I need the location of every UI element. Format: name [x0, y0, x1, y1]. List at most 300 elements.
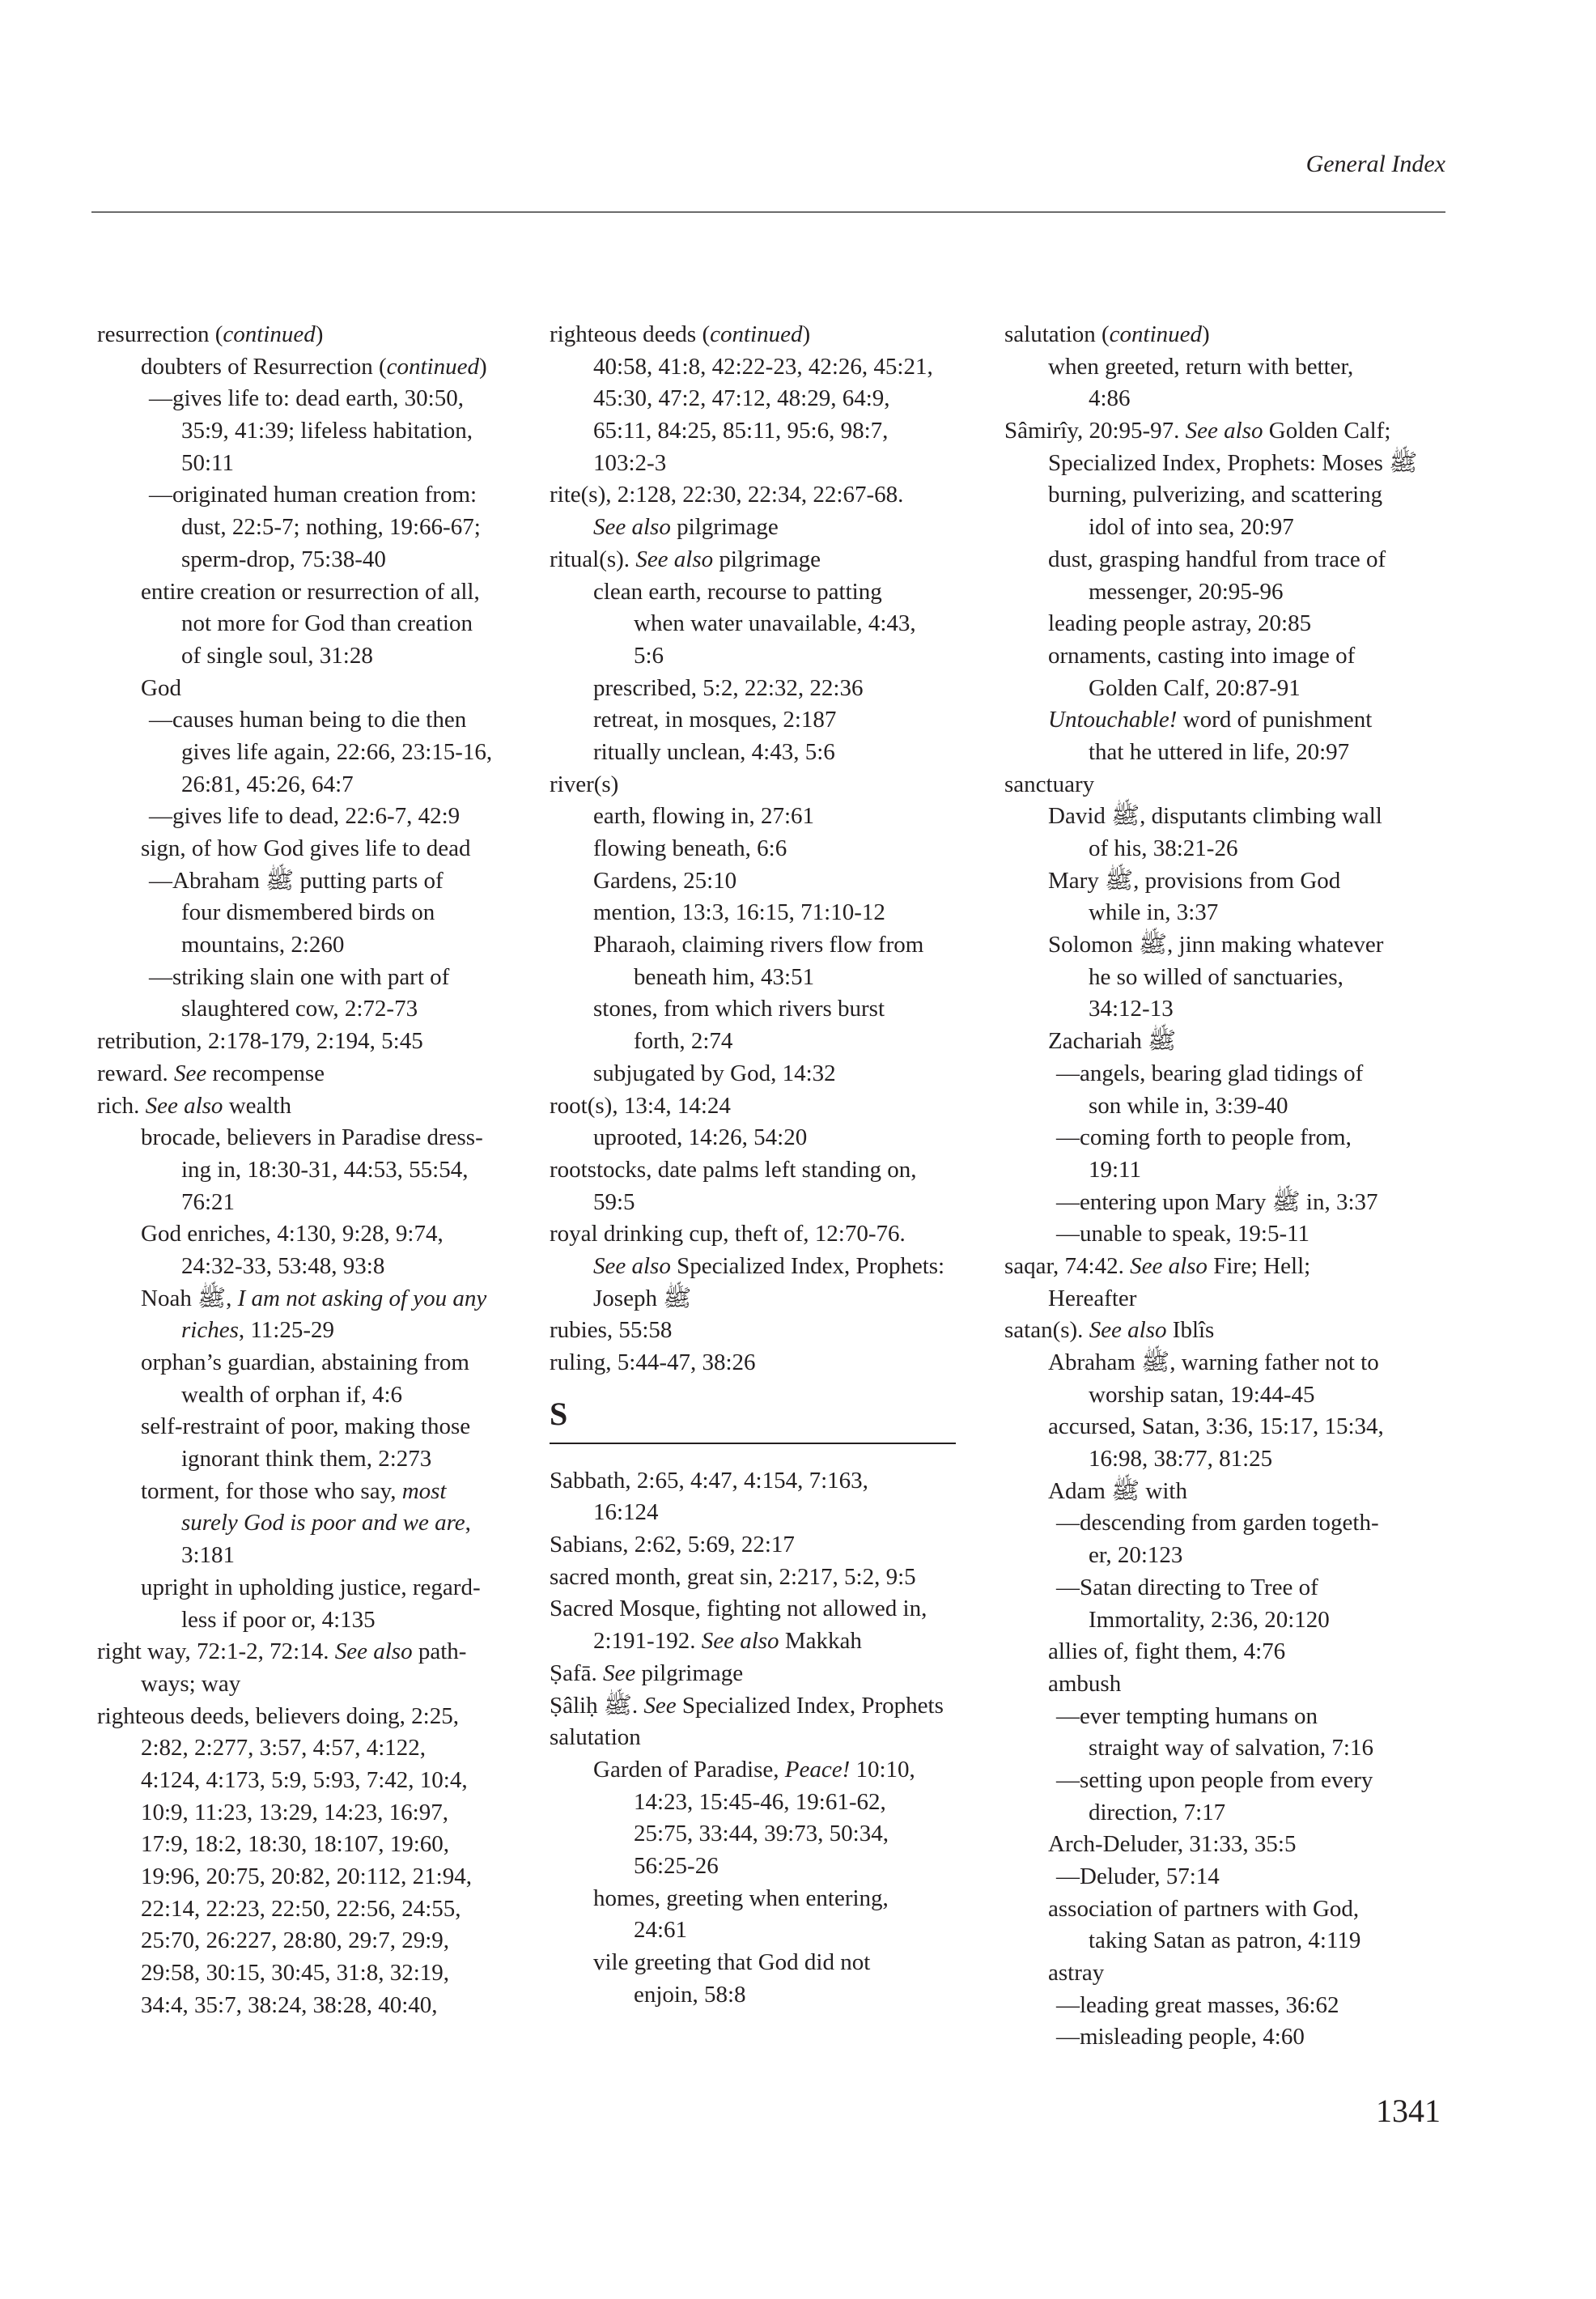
entry-text: Abraham ﷺ, warning father not to	[1048, 1349, 1379, 1375]
index-subentry	[1004, 512, 1466, 544]
entry-text: 45:30, 47:2, 47:12, 48:29, 64:9,	[593, 385, 890, 412]
entry-text: Sabbath, 2:65, 4:47, 4:154, 7:163,	[550, 1467, 868, 1494]
index-subentry	[1004, 1283, 1466, 1315]
entry-text: 26:81, 45:26, 64:7	[181, 771, 354, 797]
entry-text: Ṣafā.	[550, 1659, 604, 1686]
entry-text: —Abraham ﷺ putting parts of	[149, 867, 444, 894]
index-subentry	[1004, 383, 1466, 415]
index-subentry	[1004, 833, 1466, 865]
entry-text: —gives life to dead, 22:6-7, 42:9	[149, 803, 461, 830]
index-subentry	[550, 897, 1011, 929]
entry-text: )	[1202, 321, 1210, 347]
index-subentry	[550, 576, 1011, 609]
entry-text: burning, pulverizing, and scattering	[1048, 482, 1383, 508]
index-subentry	[550, 512, 1011, 544]
index-entry	[550, 1722, 1011, 1754]
index-subentry	[550, 640, 1011, 673]
index-subentry	[550, 1122, 1011, 1154]
entry-text: sacred month, great sin, 2:217, 5:2, 9:5	[550, 1563, 916, 1590]
entry-text: Hereafter	[1048, 1285, 1137, 1311]
index-subentry	[1004, 929, 1466, 962]
index-subentry	[97, 1315, 558, 1347]
entry-text: 65:11, 84:25, 85:11, 95:6, 98:7,	[593, 418, 889, 444]
index-subentry	[1004, 640, 1466, 673]
entry-text: of his, 38:21-26	[1089, 835, 1238, 861]
entry-text: stones, from which rivers burst	[593, 996, 885, 1022]
entry-text: —angels, bearing glad tidings of	[1056, 1060, 1364, 1086]
index-entry	[550, 544, 1011, 576]
index-entry	[1004, 1315, 1466, 1347]
index-subentry	[550, 1851, 1011, 1883]
entry-text: worship satan, 19:44-45	[1089, 1381, 1315, 1408]
index-entry	[550, 1465, 1011, 1498]
index-subentry	[97, 608, 558, 640]
entry-text: ornaments, casting into image of	[1048, 642, 1356, 669]
index-entry	[550, 769, 1011, 801]
index-subentry	[97, 1154, 558, 1187]
entry-text: of single soul, 31:28	[181, 642, 373, 669]
index-subentry	[97, 1829, 558, 1861]
index-subentry	[97, 993, 558, 1026]
entry-text: association of partners with God,	[1048, 1895, 1360, 1922]
entry-text: orphan’s guardian, abstaining from	[141, 1349, 469, 1375]
index-subentry	[97, 673, 558, 705]
index-entry	[97, 1026, 558, 1058]
index-entry	[550, 1315, 1011, 1347]
entry-italic-text: See also	[1130, 1252, 1208, 1279]
index-subentry	[97, 801, 558, 833]
index-entry	[1004, 319, 1466, 351]
index-subentry	[97, 640, 558, 673]
entry-italic-text: continued	[1109, 321, 1203, 347]
entry-text: slaughtered cow, 2:72-73	[181, 996, 418, 1022]
entry-text: rubies, 55:58	[550, 1317, 673, 1344]
index-column-1	[97, 319, 558, 2021]
entry-text: 76:21	[181, 1188, 236, 1215]
entry-text: —setting upon people from every	[1056, 1766, 1373, 1793]
index-subentry	[97, 737, 558, 769]
index-entry	[550, 1347, 1011, 1379]
entry-text: 3:181	[181, 1542, 236, 1569]
entry-text: upright in upholding justice, regard-	[141, 1574, 481, 1600]
index-subentry	[97, 1732, 558, 1765]
entry-text: river(s)	[550, 771, 619, 797]
entry-text: not more for God than creation	[181, 610, 473, 637]
entry-text: 17:9, 18:2, 18:30, 18:107, 19:60,	[141, 1831, 450, 1858]
entry-text: less if poor or, 4:135	[181, 1606, 376, 1633]
index-subentry	[97, 1861, 558, 1893]
index-subentry	[97, 1379, 558, 1412]
index-subentry	[1004, 962, 1466, 994]
entry-text: Fire; Hell;	[1207, 1252, 1311, 1279]
entry-italic-text: See also	[334, 1638, 413, 1665]
index-subentry	[1004, 1893, 1466, 1926]
entry-text: 10:10,	[850, 1756, 915, 1783]
entry-text: word of punishment	[1177, 707, 1373, 733]
entry-italic-text: See	[603, 1659, 636, 1686]
index-subentry	[97, 415, 558, 448]
entry-text: 16:124	[593, 1499, 659, 1526]
index-subentry	[1004, 1925, 1466, 1957]
index-subentry	[550, 608, 1011, 640]
index-subentry	[1004, 544, 1466, 576]
index-subentry	[97, 1990, 558, 2022]
entry-text: ambush	[1048, 1670, 1122, 1697]
index-subentry	[97, 1797, 558, 1829]
entry-text: 24:32-33, 53:48, 93:8	[181, 1252, 385, 1279]
entry-italic-text: Peace!	[784, 1756, 851, 1783]
entry-text: Zachariah ﷺ	[1048, 1028, 1177, 1055]
index-subentry	[1004, 1540, 1466, 1572]
index-subentry	[97, 897, 558, 929]
entry-text: dust, 22:5-7; nothing, 19:66-67;	[181, 514, 481, 541]
entry-text: Sabians, 2:62, 5:69, 22:17	[550, 1532, 795, 1558]
entry-text: taking Satan as patron, 4:119	[1089, 1927, 1361, 1954]
index-subentry	[550, 383, 1011, 415]
index-entry	[550, 1529, 1011, 1562]
index-entry	[97, 1701, 558, 1733]
entry-text: root(s), 13:4, 14:24	[550, 1092, 731, 1119]
entry-text: ruling, 5:44-47, 38:26	[550, 1349, 756, 1375]
entry-text: uprooted, 14:26, 54:20	[593, 1124, 808, 1151]
entry-text: salutation	[550, 1724, 641, 1751]
entry-text: Arch-Deluder, 31:33, 35:5	[1048, 1831, 1297, 1858]
index-subentry	[1004, 2021, 1466, 2054]
entry-text: 103:2-3	[593, 449, 667, 476]
entry-text: 19:96, 20:75, 20:82, 20:112, 21:94,	[141, 1863, 472, 1889]
entry-text: God enriches, 4:130, 9:28, 9:74,	[141, 1221, 444, 1247]
entry-text: clean earth, recourse to patting	[593, 578, 882, 605]
index-subentry	[97, 962, 558, 994]
entry-text: Sâmirîy, 20:95-97.	[1004, 418, 1186, 444]
index-subentry	[550, 1497, 1011, 1529]
index-subentry	[1004, 1732, 1466, 1765]
index-subentry	[1004, 1797, 1466, 1829]
entry-text: 34:4, 35:7, 38:24, 38:28, 40:40,	[141, 1991, 438, 2018]
header-rule	[91, 211, 1445, 213]
index-subentry	[1004, 1411, 1466, 1443]
index-entry	[550, 1593, 1011, 1625]
index-subentry	[1004, 1604, 1466, 1637]
index-subentry	[97, 1251, 558, 1283]
entry-text: messenger, 20:95-96	[1089, 578, 1284, 605]
index-subentry	[550, 993, 1011, 1026]
index-subentry	[550, 833, 1011, 865]
entry-text: sign, of how God gives life to dead	[141, 835, 471, 861]
entry-text: flowing beneath, 6:6	[593, 835, 787, 861]
running-head: General Index	[1305, 151, 1445, 177]
entry-text: 59:5	[593, 1188, 635, 1215]
entry-text: salutation (	[1004, 321, 1110, 347]
entry-text: 10:9, 11:23, 13:29, 14:23, 16:97,	[141, 1799, 448, 1825]
entry-italic-text: See also	[593, 1252, 671, 1279]
entry-text: prescribed, 5:2, 22:32, 22:36	[593, 674, 864, 701]
entry-text: 2:82, 2:277, 3:57, 4:57, 4:122,	[141, 1735, 427, 1761]
index-subentry	[1004, 1347, 1466, 1379]
entry-text: 35:9, 41:39; lifeless habitation,	[181, 418, 473, 444]
index-subentry	[1004, 1701, 1466, 1733]
index-entry	[550, 479, 1011, 512]
entry-text: forth, 2:74	[634, 1028, 733, 1055]
index-subentry	[550, 1283, 1011, 1315]
entry-text: Adam ﷺ with	[1048, 1477, 1187, 1504]
index-subentry	[97, 1347, 558, 1379]
index-subentry	[1004, 1218, 1466, 1251]
index-subentry	[1004, 1990, 1466, 2022]
index-subentry	[97, 833, 558, 865]
entry-text: ways; way	[141, 1670, 241, 1697]
index-subentry	[97, 1122, 558, 1154]
entry-text: righteous deeds, believers doing, 2:25,	[97, 1702, 459, 1729]
entry-text: Immortality, 2:36, 20:120	[1089, 1606, 1330, 1633]
entry-text: doubters of Resurrection (	[141, 353, 387, 380]
entry-text: saqar, 74:42.	[1004, 1252, 1131, 1279]
entry-italic-text: See	[174, 1060, 207, 1086]
entry-italic-text: See also	[1089, 1317, 1167, 1344]
entry-text: beneath him, 43:51	[634, 963, 815, 990]
page-number: 1341	[1376, 2093, 1441, 2129]
index-subentry	[97, 1187, 558, 1219]
entry-text: —Satan directing to Tree of	[1056, 1574, 1318, 1600]
entry-italic-text: continued	[386, 353, 479, 380]
index-subentry	[550, 1251, 1011, 1283]
entry-text: Iblîs	[1166, 1317, 1215, 1344]
entry-text: son while in, 3:39-40	[1089, 1092, 1288, 1119]
entry-text: Sacred Mosque, fighting not allowed in,	[550, 1596, 927, 1622]
index-subentry	[97, 1668, 558, 1701]
entry-text: straight way of salvation, 7:16	[1089, 1735, 1373, 1761]
index-subentry	[1004, 1379, 1466, 1412]
entry-text: Garden of Paradise,	[593, 1756, 785, 1783]
index-subentry	[97, 544, 558, 576]
entry-text: 16:98, 38:77, 81:25	[1089, 1446, 1273, 1472]
index-subentry	[97, 351, 558, 384]
index-column-2	[550, 319, 1011, 2011]
index-entry	[550, 1658, 1011, 1690]
entry-text: Makkah	[779, 1628, 862, 1655]
index-subentry	[97, 1893, 558, 1926]
entry-text: royal drinking cup, theft of, 12:70-76.	[550, 1221, 906, 1247]
entry-text: when greeted, return with better,	[1048, 353, 1354, 380]
entry-text: 4:86	[1089, 385, 1131, 412]
index-subentry	[550, 801, 1011, 833]
index-subentry	[1004, 704, 1466, 737]
entry-text: rootstocks, date palms left standing on,	[550, 1156, 917, 1183]
index-entry	[550, 1218, 1011, 1251]
entry-text: 34:12-13	[1089, 996, 1174, 1022]
index-subentry	[550, 448, 1011, 480]
index-subentry	[1004, 1187, 1466, 1219]
entry-italic-text: See	[643, 1692, 677, 1719]
entry-text: —originated human creation from:	[149, 482, 478, 508]
index-subentry	[97, 1957, 558, 1990]
entry-text: er, 20:123	[1089, 1542, 1183, 1569]
index-subentry	[97, 1925, 558, 1957]
index-subentry	[1004, 1829, 1466, 1861]
entry-text: —misleading people, 4:60	[1056, 2024, 1305, 2050]
entry-text: —entering upon Mary ﷺ in, 3:37	[1056, 1188, 1378, 1215]
entry-italic-text: most	[401, 1477, 447, 1504]
entry-text: wealth of orphan if, 4:6	[181, 1381, 403, 1408]
entry-text: —unable to speak, 19:5-11	[1056, 1221, 1310, 1247]
entry-text: —coming forth to people from,	[1056, 1124, 1352, 1151]
index-subentry	[97, 1476, 558, 1508]
entry-italic-text: See also	[1185, 418, 1263, 444]
index-subentry	[1004, 1090, 1466, 1123]
entry-text: God	[141, 674, 181, 701]
entry-italic-text: Untouchable!	[1048, 707, 1178, 733]
entry-italic-text: riches	[181, 1317, 239, 1344]
entry-italic-text: See also	[145, 1092, 223, 1119]
index-subentry	[1004, 1476, 1466, 1508]
entry-text: Gardens, 25:10	[593, 867, 737, 894]
entry-text: leading people astray, 20:85	[1048, 610, 1312, 637]
entry-text: —leading great masses, 36:62	[1056, 1991, 1339, 2018]
entry-text: ing in, 18:30-31, 44:53, 55:54,	[181, 1156, 469, 1183]
index-subentry	[97, 576, 558, 609]
entry-text: Mary ﷺ, provisions from God	[1048, 867, 1341, 894]
entry-text: Solomon ﷺ, jinn making whatever	[1048, 932, 1384, 958]
index-subentry	[1004, 1154, 1466, 1187]
entry-text: enjoin, 58:8	[634, 1981, 746, 2008]
entry-text: wealth	[223, 1092, 291, 1119]
entry-text: resurrection (	[97, 321, 223, 347]
entry-text: David ﷺ, disputants climbing wall	[1048, 803, 1382, 830]
index-subentry	[97, 479, 558, 512]
entry-text: homes, greeting when entering,	[593, 1885, 889, 1911]
index-subentry	[1004, 897, 1466, 929]
index-subentry	[1004, 1636, 1466, 1668]
index-subentry	[1004, 479, 1466, 512]
entry-text: Golden Calf;	[1263, 418, 1391, 444]
entry-text: sperm-drop, 75:38-40	[181, 546, 386, 572]
entry-text: rich.	[97, 1092, 146, 1119]
entry-text: —striking slain one with part of	[149, 963, 450, 990]
entry-text: )	[802, 321, 811, 347]
entry-text: while in, 3:37	[1089, 899, 1219, 926]
index-subentry	[97, 512, 558, 544]
entry-text: 19:11	[1089, 1156, 1141, 1183]
index-subentry	[97, 1604, 558, 1637]
entry-text: reward.	[97, 1060, 175, 1086]
entry-italic-text: See also	[593, 514, 671, 541]
entry-italic-text: surely God is poor and we are	[181, 1510, 465, 1536]
index-subentry	[1004, 1026, 1466, 1058]
entry-text: self-restraint of poor, making those	[141, 1413, 471, 1440]
index-subentry	[1004, 673, 1466, 705]
index-subentry	[1004, 576, 1466, 609]
entry-text: Ṣâliḥ ﷺ.	[550, 1692, 644, 1719]
entry-text: vile greeting that God did not	[593, 1949, 871, 1975]
entry-text: pilgrimage	[635, 1659, 744, 1686]
index-subentry	[97, 1765, 558, 1797]
entry-text: recompense	[206, 1060, 325, 1086]
entry-text: that he uttered in life, 20:97	[1089, 738, 1350, 765]
index-entry	[1004, 415, 1466, 448]
entry-text: entire creation or resurrection of all,	[141, 578, 480, 605]
index-subentry	[550, 351, 1011, 384]
index-subentry	[97, 1411, 558, 1443]
index-subentry	[550, 415, 1011, 448]
entry-text: path-	[412, 1638, 467, 1665]
entry-text: ,	[465, 1510, 471, 1536]
entry-text: —Deluder, 57:14	[1056, 1863, 1220, 1889]
entry-text: Noah ﷺ,	[141, 1285, 238, 1311]
index-subentry	[97, 1283, 558, 1315]
entry-text: brocade, believers in Paradise dress-	[141, 1124, 483, 1151]
entry-text: astray	[1048, 1960, 1105, 1987]
entry-text: —gives life to: dead earth, 30:50,	[149, 385, 464, 412]
entry-text: direction, 7:17	[1089, 1799, 1226, 1825]
index-subentry	[550, 1026, 1011, 1058]
index-entry	[97, 1058, 558, 1090]
entry-text: Joseph ﷺ	[593, 1285, 692, 1311]
index-subentry	[1004, 1765, 1466, 1797]
index-subentry	[1004, 1572, 1466, 1604]
index-subentry	[1004, 1507, 1466, 1540]
entry-text: idol of into sea, 20:97	[1089, 514, 1294, 541]
index-entry	[97, 1636, 558, 1668]
index-subentry	[97, 865, 558, 898]
index-subentry	[550, 673, 1011, 705]
entry-text: earth, flowing in, 27:61	[593, 803, 815, 830]
entry-text: four dismembered birds on	[181, 899, 435, 926]
entry-text: right way, 72:1-2, 72:14.	[97, 1638, 335, 1665]
entry-text: )	[315, 321, 324, 347]
index-subentry	[550, 962, 1011, 994]
index-subentry	[550, 704, 1011, 737]
entry-text: —descending from garden togeth-	[1056, 1510, 1379, 1536]
entry-text: accursed, Satan, 3:36, 15:17, 15:34,	[1048, 1413, 1384, 1440]
section-letter-heading: S	[550, 1394, 956, 1444]
index-column-3	[1004, 319, 1466, 2054]
index-entry	[550, 1090, 1011, 1123]
entry-italic-text: continued	[710, 321, 803, 347]
entry-text: —causes human being to die then	[149, 707, 467, 733]
index-subentry	[1004, 993, 1466, 1026]
index-subentry	[1004, 1957, 1466, 1990]
index-subentry	[550, 1914, 1011, 1947]
entry-text: rite(s), 2:128, 22:30, 22:34, 22:67-68.	[550, 482, 904, 508]
entry-text: retribution, 2:178-179, 2:194, 5:45	[97, 1028, 423, 1055]
entry-text: righteous deeds (	[550, 321, 711, 347]
index-subentry	[1004, 1122, 1466, 1154]
entry-text: retreat, in mosques, 2:187	[593, 707, 837, 733]
entry-text: pilgrimage	[713, 546, 821, 572]
entry-italic-text: continued	[223, 321, 316, 347]
index-subentry	[550, 1625, 1011, 1658]
index-entry	[550, 1690, 1011, 1723]
index-subentry	[550, 1818, 1011, 1851]
entry-text: 14:23, 15:45-46, 19:61-62,	[634, 1788, 886, 1815]
index-subentry	[550, 737, 1011, 769]
index-subentry	[97, 1218, 558, 1251]
index-subentry	[1004, 1861, 1466, 1893]
entry-text: —ever tempting humans on	[1056, 1702, 1318, 1729]
index-subentry	[1004, 1668, 1466, 1701]
entry-text: Pharaoh, claiming rivers flow from	[593, 932, 924, 958]
entry-text: 40:58, 41:8, 42:22-23, 42:26, 45:21,	[593, 353, 933, 380]
index-subentry	[97, 704, 558, 737]
index-entry	[550, 1154, 1011, 1187]
entry-text: satan(s).	[1004, 1317, 1089, 1344]
index-subentry	[550, 1883, 1011, 1915]
index-entry	[1004, 769, 1466, 801]
index-entry	[97, 319, 558, 351]
index-subentry	[550, 929, 1011, 962]
entry-text: ritual(s).	[550, 546, 636, 572]
index-subentry	[97, 769, 558, 801]
